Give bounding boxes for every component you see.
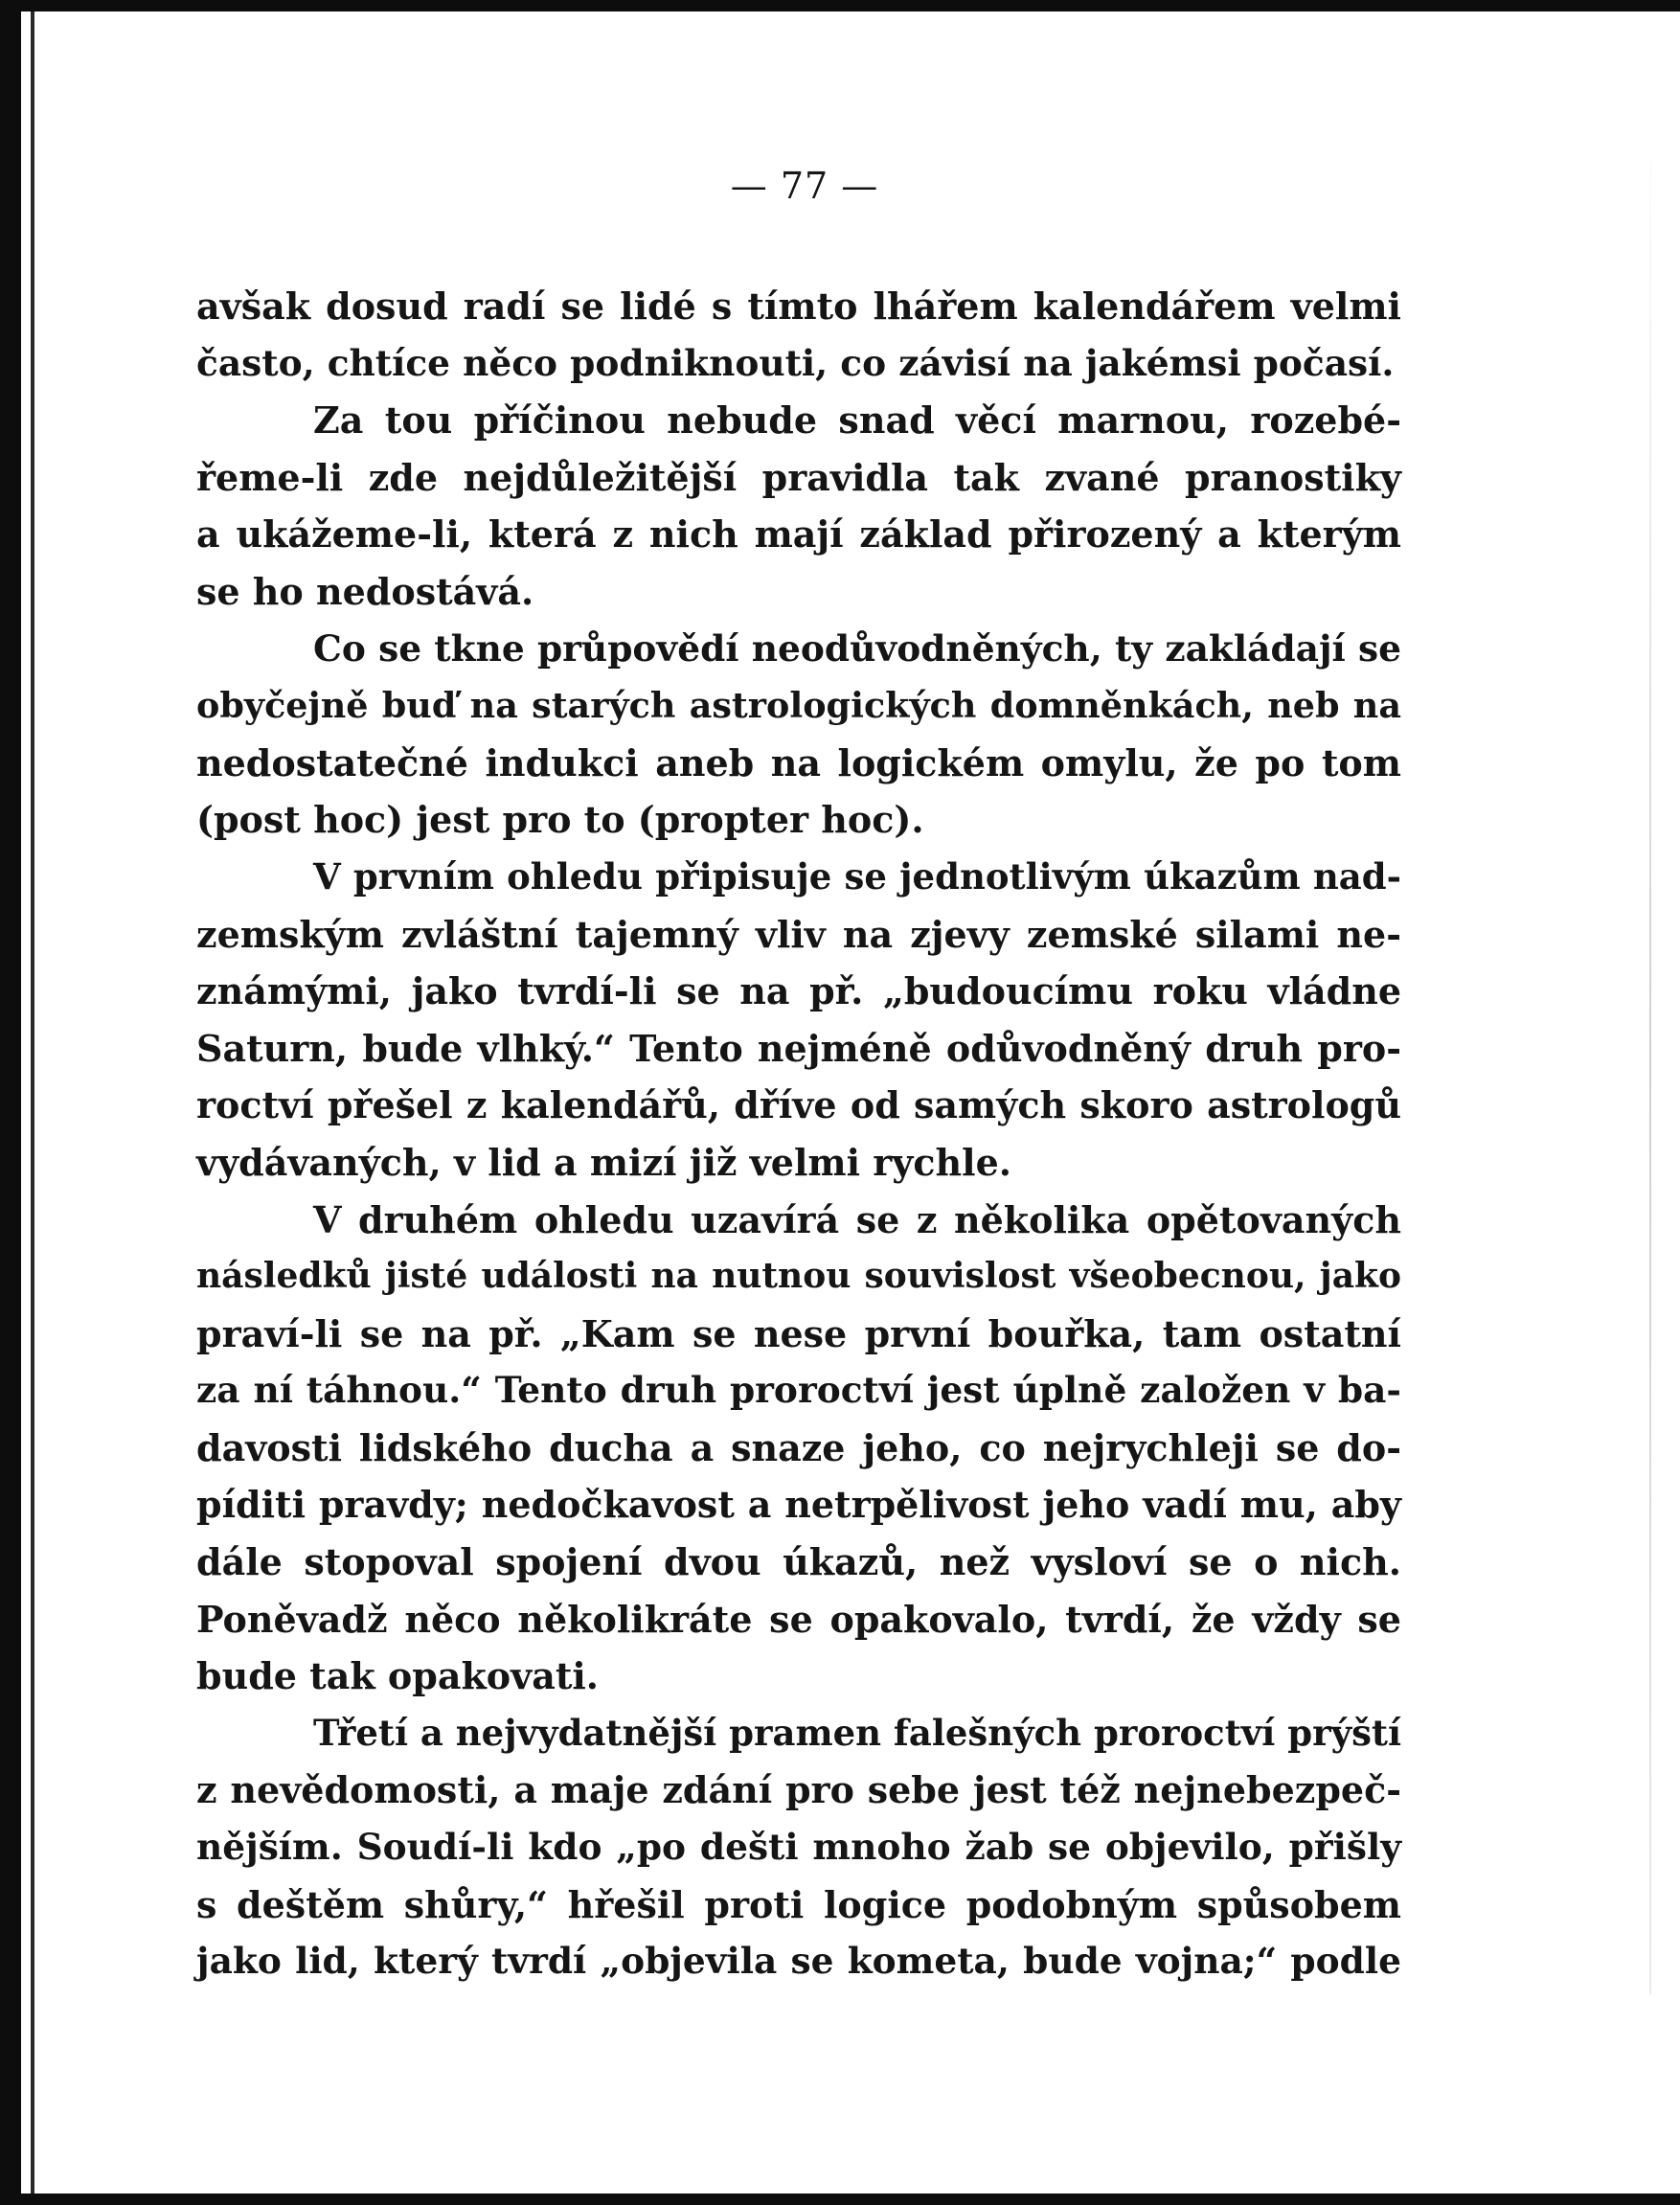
text-line: Saturn, bude vlhký.“ Tento nejméně odůvodněný druh pro- bbox=[196, 1026, 1401, 1070]
page-number: — 77 — bbox=[730, 165, 879, 207]
text-line: Poněvadž něco několikráte se opakovalo, tvrdí, že vždy se bbox=[196, 1597, 1401, 1641]
text-line: se ho nedostává. bbox=[196, 569, 534, 613]
text-line: z nevědomosti, a maje zdání pro sebe jest též nejnebezpeč- bbox=[196, 1768, 1401, 1812]
text-line: V druhém ohledu uzavírá se z několika opětovaných bbox=[313, 1197, 1401, 1241]
scan-edge-line bbox=[31, 11, 34, 2194]
text-line: vydávaných, v lid a mizí již velmi rychle. bbox=[196, 1140, 1011, 1184]
text-line: za ní táhnou.“ Tento druh proroctví jest úplně založen v ba- bbox=[196, 1369, 1401, 1412]
text-line: avšak dosud radí se lidé s tímto lhářem kalendářem velmi bbox=[196, 284, 1401, 328]
text-line: davosti lidského ducha a snaze jeho, co nejrychleji se do- bbox=[196, 1425, 1401, 1469]
text-line: a ukážeme-li, která z nich mají základ přirozený a kterým bbox=[196, 512, 1401, 557]
text-line: nějším. Soudí-li kdo „po dešti mnoho žab se objevilo, přišly bbox=[196, 1826, 1401, 1869]
body-text bbox=[196, 278, 1401, 1990]
text-line: praví-li se na př. „Kam se nese první bouřka, tam ostatní bbox=[196, 1311, 1401, 1355]
text-line: dále stopoval spojení dvou úkazů, než vysloví se o nich. bbox=[196, 1540, 1401, 1584]
text-line: Co se tkne průpovědí neodůvodněných, ty zakládají se bbox=[313, 626, 1401, 670]
text-line: Třetí a nejvydatnější pramen falešných proroctví prýští bbox=[313, 1711, 1402, 1754]
text-line: řeme-li zde nejdůležitější pravidla tak zvané pranostiky bbox=[196, 455, 1401, 499]
text-line: jako lid, který tvrdí „objevila se kometa, bude vojna;“ podle bbox=[196, 1940, 1401, 1983]
text-line: nedostatečné indukci aneb na logickém omylu, že po tom bbox=[196, 740, 1401, 784]
text-line: často, chtíce něco podniknouti, co závisí na jakémsi počasí. bbox=[196, 341, 1395, 384]
page-edge-shadow bbox=[1649, 126, 1651, 1994]
text-line: (post hoc) jest pro to (propter hoc). bbox=[196, 798, 924, 842]
text-line: s deštěm shůry,“ hřešil proti logice podobným spůsobem bbox=[196, 1882, 1401, 1926]
text-line: Za tou příčinou nebude snad věcí marnou, rozebé- bbox=[313, 398, 1401, 443]
text-line: V prvním ohledu připisuje se jednotlivým úkazům nad- bbox=[313, 854, 1401, 898]
text-line: obyčejně buď na starých astrologických domněnkách, neb na bbox=[196, 685, 1401, 727]
text-line: bude tak opakovati. bbox=[196, 1654, 600, 1698]
text-line: následků jisté události na nutnou souvislost všeobecnou, jako bbox=[196, 1256, 1401, 1297]
text-line: zemským zvláštní tajemný vliv na zjevy zemské silami ne- bbox=[196, 912, 1401, 956]
text-line: píditi pravdy; nedočkavost a netrpělivost jeho vadí mu, aby bbox=[196, 1483, 1401, 1527]
text-line: roctví přešel z kalendářů, dříve od samých skoro astrologů bbox=[196, 1083, 1401, 1127]
text-line: známými, jako tvrdí-li se na př. „budoucímu roku vládne bbox=[196, 969, 1401, 1013]
